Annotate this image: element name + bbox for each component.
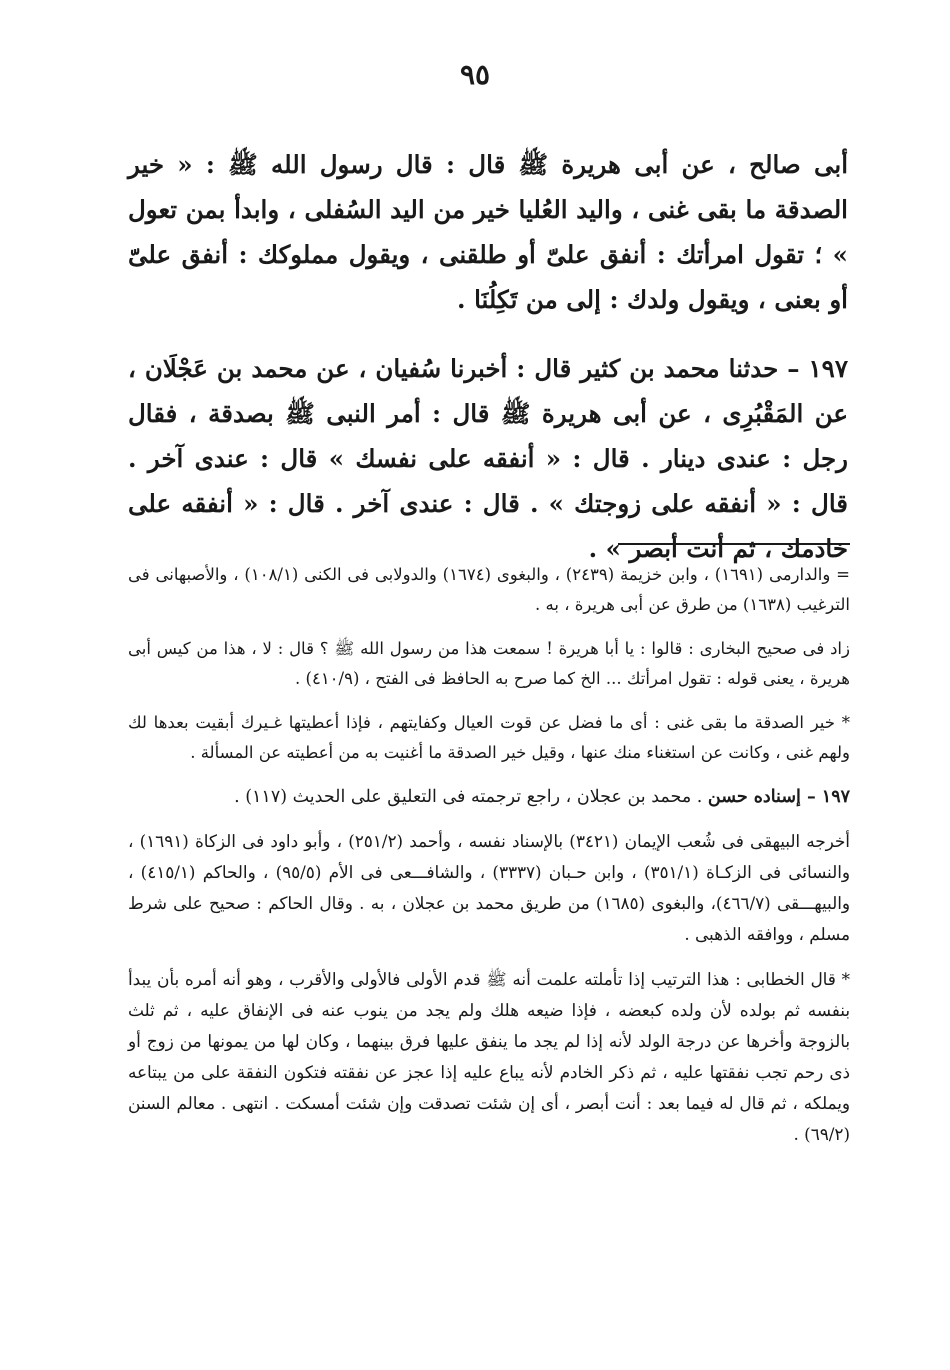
- footnote-khattabi: * قال الخطابى : هذا الترتيب إذا تأملته علمت أنه ﷺ قدم الأولى فالأولى والأقرب ، وهو أنه أمره بأن يبدأ بنفسه ثم بولده لأن ولده كبعضه ، فإذا ضيعه هلك ولم يجد من ينوب عنه فى الإنفاق عليه ، ثم ثلث بالزوجة وأخرها عن درجة الولد لأنه إذا لم يجد ما ينفق عليها فرق بينهما ، وكان لها من يمونها من زوج أو ذى رحم تجب نفقتها عليه ، ثم ذكر الخادم لأنه يباع عليه إذا عجز عن نفقته فتكون النفقة على من يبتاعه ويملكه ، ثم قال له فيما بعد : أنت أبصر ، أى إن شئت تصدقت وإن شئت أمسكت . انتهى . معالم السنن (٦٩/٢) .: [128, 969, 850, 1144]
- footnote-sources: = والدارمى (١٦٩١) ، وابن خزيمة (٢٤٣٩) ، والبغوى (١٦٧٤) والدولابى فى الكنى (١٠٨/١) ، والأصبهانى فى الترغيب (١٦٣٨) من طرق عن أبى هريرة ، به .: [128, 565, 850, 614]
- footnote-explanation: * خير الصدقة ما بقى غنى : أى ما فضل عن قوت العيال وكفايتهم ، فإذا أعطيتها غـيرك أبقيت بعدها لك ولهم غنى ، وكانت عن استغناء منك عنها ، وقيل خير الصدقة ما أغنيت به من أعطيته عن المسألة .: [128, 713, 850, 762]
- footnote-197-takhrij: أخرجه البيهقى فى شُعب الإيمان (٣٤٢١) بالإسناد نفسه ، وأحمد (٢٥١/٢) ، وأبو داود فى الزكاة (١٦٩١) ، والنسائى فى الزكـاة (٣٥١/١) ، وابن حـبان (٣٣٣٧) ، والشافـــعى فى الأم (٩٥/٥) ، والحاكم (٤١٥/١) ، والبيهـــقى (٤٦٦/٧)، والبغوى (١٦٨٥) من طريق محمد بن عجلان ، به . وقال الحاكم : صحيح على شرط مسلم ، ووافقه الذهبى .: [128, 831, 850, 944]
- main-text-block: [128, 142, 848, 571]
- footnotes-block: [128, 560, 850, 1164]
- footnote-197-text: . محمد بن عجلان ، راجع ترجمته فى التعليق على الحديث (١١٧) .: [234, 787, 703, 807]
- footnote-bukhari-addition: زاد فى صحيح البخارى : قالوا : يا أبا هريرة ! سمعت هذا من رسول الله ﷺ ؟ قال : لا ، هذا من كيس أبى هريرة ، يعنى قوله : تقول امرأتك ... الخ كما صرح به الحافظ فى الفتح ، (٤١٠/٩) .: [128, 639, 850, 688]
- hadith-197-paragraph: ١٩٧ – حدثنا محمد بن كثير قال : أخبرنا سُفيان ، عن محمد بن عَجْلَان ، عن المَقْبُرِى ، عن أبى هريرة ﷺ قال : أمر النبى ﷺ بصدقة ، فقال رجل : عندى دينار . قال : « أنفقه على نفسك » قال : عندى آخر . قال : « أنفقه على زوجتك » . قال : عندى آخر . قال : « أنفقه على خادمك ، ثم أنت أبصر » .: [128, 354, 848, 563]
- footnote-197-label: ١٩٧ – إسناده حسن: [707, 787, 850, 807]
- footnote-separator: [618, 543, 850, 545]
- hadith-continuation-paragraph: أبى صالح ، عن أبى هريرة ﷺ قال : قال رسول الله ﷺ : « خير الصدقة ما بقى غنى ، واليد العُليا خير من اليد السُفلى ، وابدأ بمن تعول » ؛ تقول امرأتك : أنفق علىّ أو طلقنى ، ويقول مملوكك : أنفق علىّ أو بعنى ، ويقول ولدك : إلى من تَكِلُنَا .: [128, 150, 848, 314]
- footnote-197-heading: [128, 782, 850, 812]
- page-number: ٩٥: [459, 58, 491, 91]
